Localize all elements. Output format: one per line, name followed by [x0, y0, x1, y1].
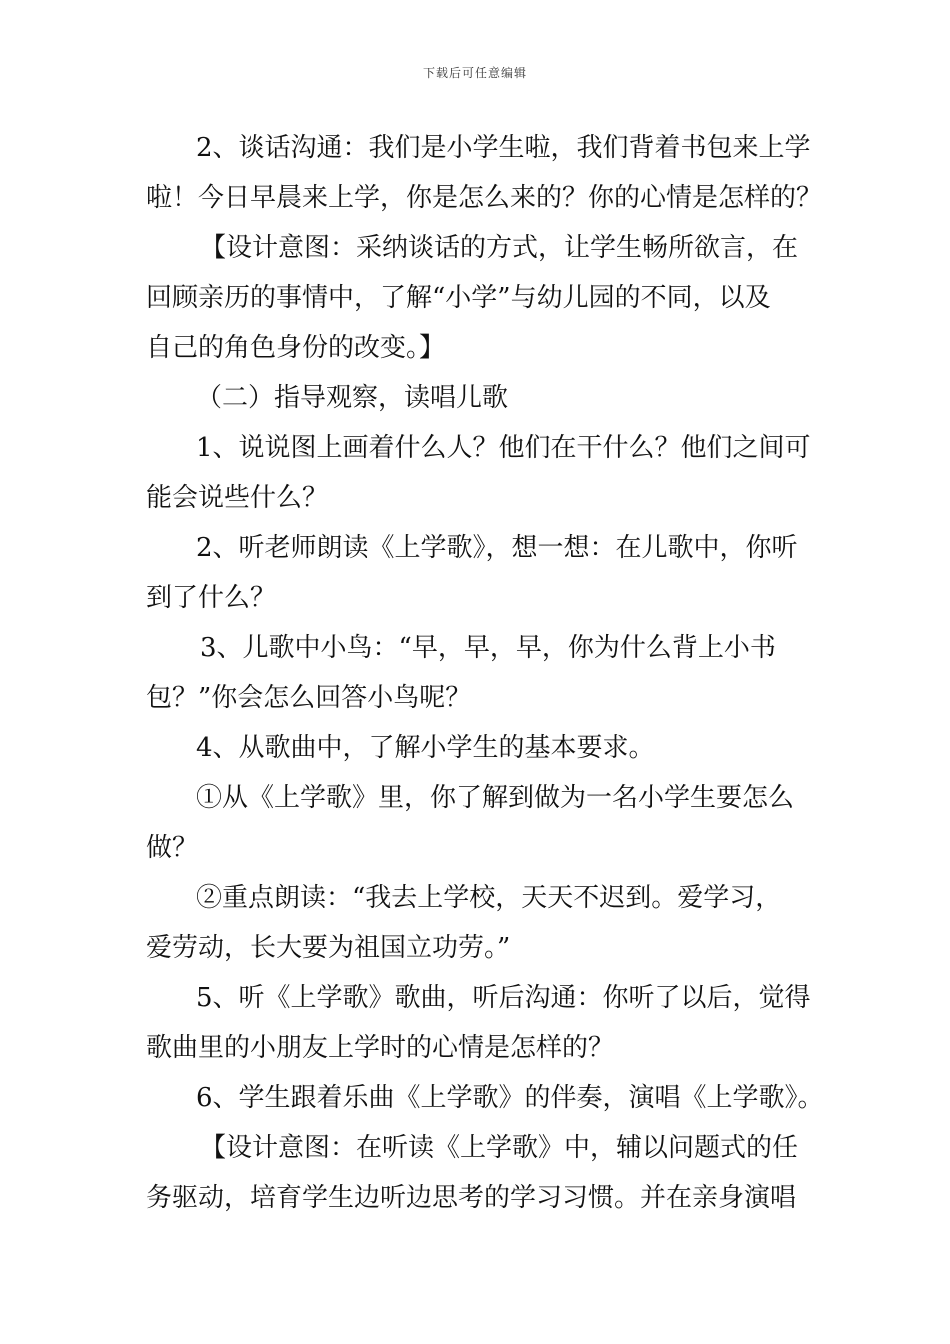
- text-line: 【设计意图：采纳谈话的方式，让学生畅所欲言，在: [200, 233, 799, 263]
- text-line: 5、听《上学歌》歌曲，听后沟通：你听了以后，觉得: [196, 983, 811, 1013]
- text-line: 啦！今日早晨来上学，你是怎么来的？你的心情是怎样的？: [146, 183, 823, 213]
- text-line: 自己的角色身份的改变。】: [146, 333, 446, 363]
- text-line: 能会说些什么？: [146, 483, 329, 513]
- section-heading: （二）指导观察，读唱儿歌: [196, 383, 509, 413]
- text-line: ②重点朗读：“我去上学校，天天不迟到。爱学习，: [196, 883, 782, 913]
- text-line: 2、听老师朗读《上学歌》，想一想：在儿歌中，你听: [196, 533, 798, 563]
- text-line: 包？”你会怎么回答小鸟呢？: [146, 683, 472, 713]
- text-line: 3、儿歌中小鸟：“早，早，早，你为什么背上小书: [200, 633, 776, 663]
- text-line: 爱劳动，长大要为祖国立功劳。”: [146, 933, 511, 963]
- text-line: 2、谈话沟通：我们是小学生啦，我们背着书包来上学: [196, 133, 811, 163]
- text-line: 6、学生跟着乐曲《上学歌》的伴奏，演唱《上学歌》。: [196, 1083, 824, 1113]
- text-line: 务驱动，培育学生边听边思考的学习习惯。并在亲身演唱: [146, 1183, 797, 1213]
- text-line: 4、从歌曲中，了解小学生的基本要求。: [196, 733, 655, 763]
- text-line: 做？: [146, 833, 199, 863]
- text-line: 1、说说图上画着什么人？他们在干什么？他们之间可: [196, 433, 811, 463]
- text-line: 回顾亲历的事情中，了解“小学”与幼儿园的不同，以及: [146, 283, 771, 313]
- text-line: 歌曲里的小朋友上学时的心情是怎样的？: [146, 1033, 615, 1063]
- page-header: 下载后可任意编辑: [422, 66, 527, 80]
- text-line: 【设计意图：在听读《上学歌》中，辅以问题式的任: [200, 1133, 799, 1163]
- text-line: 到了什么？: [146, 583, 277, 613]
- text-line: ①从《上学歌》里，你了解到做为一名小学生要怎么: [196, 783, 795, 813]
